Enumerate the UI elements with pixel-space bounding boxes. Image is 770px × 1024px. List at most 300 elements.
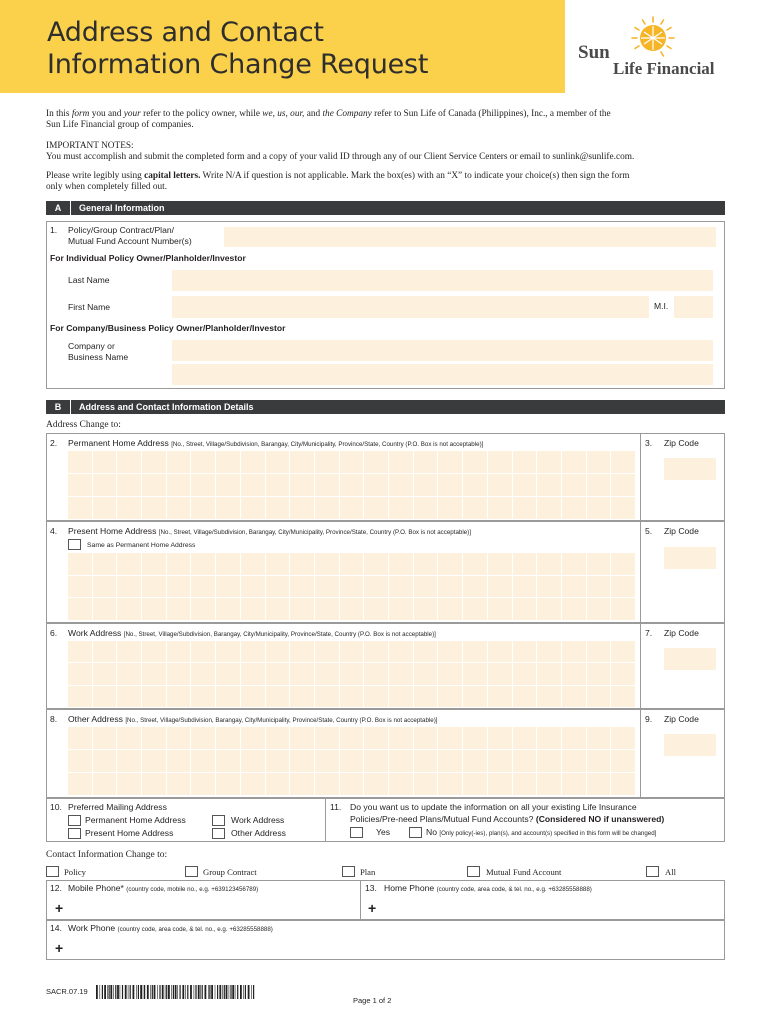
character-box[interactable]	[142, 773, 166, 795]
character-box[interactable]	[562, 451, 586, 473]
character-box[interactable]	[562, 576, 586, 598]
character-box[interactable]	[364, 641, 388, 662]
character-box[interactable]	[191, 641, 215, 662]
character-box[interactable]	[266, 686, 290, 707]
character-box[interactable]	[389, 497, 413, 519]
character-box[interactable]	[290, 553, 314, 575]
character-box[interactable]	[389, 750, 413, 772]
character-box[interactable]	[117, 497, 141, 519]
character-box[interactable]	[562, 750, 586, 772]
character-box[interactable]	[266, 773, 290, 795]
character-box[interactable]	[93, 750, 117, 772]
character-box[interactable]	[537, 497, 561, 519]
character-box[interactable]	[438, 727, 462, 749]
character-box[interactable]	[117, 598, 141, 620]
character-box[interactable]	[587, 641, 611, 662]
character-box[interactable]	[216, 663, 240, 684]
character-box[interactable]	[463, 727, 487, 749]
character-box[interactable]	[587, 663, 611, 684]
character-box[interactable]	[142, 641, 166, 662]
character-box[interactable]	[266, 474, 290, 496]
character-box[interactable]	[587, 686, 611, 707]
work-zip-field[interactable]	[664, 648, 716, 670]
character-box[interactable]	[364, 686, 388, 707]
first-name-field[interactable]	[172, 296, 649, 318]
character-box[interactable]	[167, 474, 191, 496]
character-box[interactable]	[513, 474, 537, 496]
character-box[interactable]	[513, 598, 537, 620]
character-box[interactable]	[364, 553, 388, 575]
character-box[interactable]	[241, 663, 265, 684]
character-box[interactable]	[513, 663, 537, 684]
character-box[interactable]	[315, 727, 339, 749]
character-box[interactable]	[290, 576, 314, 598]
other-address-grid[interactable]	[68, 727, 635, 795]
character-box[interactable]	[167, 497, 191, 519]
character-box[interactable]	[290, 727, 314, 749]
character-box[interactable]	[463, 641, 487, 662]
character-box[interactable]	[68, 451, 92, 473]
character-box[interactable]	[68, 474, 92, 496]
character-box[interactable]	[290, 750, 314, 772]
work-phone-field[interactable]	[70, 938, 720, 956]
character-box[interactable]	[117, 576, 141, 598]
character-box[interactable]	[537, 451, 561, 473]
character-box[interactable]	[167, 553, 191, 575]
character-box[interactable]	[216, 773, 240, 795]
character-box[interactable]	[414, 497, 438, 519]
character-box[interactable]	[142, 576, 166, 598]
character-box[interactable]	[389, 576, 413, 598]
character-box[interactable]	[216, 497, 240, 519]
character-box[interactable]	[562, 598, 586, 620]
character-box[interactable]	[315, 451, 339, 473]
character-box[interactable]	[191, 497, 215, 519]
character-box[interactable]	[611, 750, 635, 772]
character-box[interactable]	[611, 576, 635, 598]
character-box[interactable]	[93, 663, 117, 684]
character-box[interactable]	[389, 641, 413, 662]
contact-plan-checkbox[interactable]	[342, 866, 355, 877]
character-box[interactable]	[513, 686, 537, 707]
character-box[interactable]	[117, 641, 141, 662]
character-box[interactable]	[315, 663, 339, 684]
character-box[interactable]	[488, 451, 512, 473]
character-box[interactable]	[438, 553, 462, 575]
character-box[interactable]	[340, 727, 364, 749]
character-box[interactable]	[611, 663, 635, 684]
character-box[interactable]	[266, 598, 290, 620]
character-box[interactable]	[68, 553, 92, 575]
character-box[interactable]	[290, 663, 314, 684]
character-box[interactable]	[562, 727, 586, 749]
character-box[interactable]	[389, 727, 413, 749]
character-box[interactable]	[216, 641, 240, 662]
character-box[interactable]	[611, 641, 635, 662]
character-box[interactable]	[438, 474, 462, 496]
character-box[interactable]	[611, 773, 635, 795]
character-box[interactable]	[315, 576, 339, 598]
character-box[interactable]	[216, 474, 240, 496]
contact-group-contract-checkbox[interactable]	[185, 866, 198, 877]
character-box[interactable]	[611, 598, 635, 620]
character-box[interactable]	[117, 474, 141, 496]
character-box[interactable]	[611, 727, 635, 749]
character-box[interactable]	[389, 686, 413, 707]
company-name-field-2[interactable]	[172, 364, 713, 385]
character-box[interactable]	[414, 750, 438, 772]
character-box[interactable]	[167, 598, 191, 620]
character-box[interactable]	[93, 553, 117, 575]
character-box[interactable]	[414, 663, 438, 684]
character-box[interactable]	[587, 773, 611, 795]
character-box[interactable]	[438, 497, 462, 519]
character-box[interactable]	[117, 773, 141, 795]
character-box[interactable]	[290, 641, 314, 662]
character-box[interactable]	[488, 727, 512, 749]
character-box[interactable]	[537, 727, 561, 749]
character-box[interactable]	[315, 773, 339, 795]
character-box[interactable]	[142, 553, 166, 575]
character-box[interactable]	[488, 474, 512, 496]
character-box[interactable]	[167, 576, 191, 598]
character-box[interactable]	[537, 750, 561, 772]
character-box[interactable]	[389, 598, 413, 620]
character-box[interactable]	[537, 553, 561, 575]
character-box[interactable]	[266, 451, 290, 473]
character-box[interactable]	[340, 663, 364, 684]
character-box[interactable]	[513, 727, 537, 749]
mailing-present-checkbox[interactable]	[68, 828, 81, 839]
character-box[interactable]	[463, 598, 487, 620]
character-box[interactable]	[191, 553, 215, 575]
character-box[interactable]	[537, 576, 561, 598]
character-box[interactable]	[167, 727, 191, 749]
character-box[interactable]	[241, 727, 265, 749]
character-box[interactable]	[513, 576, 537, 598]
character-box[interactable]	[142, 474, 166, 496]
character-box[interactable]	[266, 576, 290, 598]
update-all-no-checkbox[interactable]	[409, 827, 422, 838]
character-box[interactable]	[216, 686, 240, 707]
character-box[interactable]	[364, 663, 388, 684]
character-box[interactable]	[167, 750, 191, 772]
character-box[interactable]	[562, 497, 586, 519]
character-box[interactable]	[167, 451, 191, 473]
middle-initial-field[interactable]	[674, 296, 713, 318]
character-box[interactable]	[191, 598, 215, 620]
character-box[interactable]	[142, 663, 166, 684]
character-box[interactable]	[438, 451, 462, 473]
character-box[interactable]	[290, 497, 314, 519]
character-box[interactable]	[513, 451, 537, 473]
contact-policy-checkbox[interactable]	[46, 866, 59, 877]
character-box[interactable]	[167, 663, 191, 684]
character-box[interactable]	[216, 451, 240, 473]
character-box[interactable]	[93, 497, 117, 519]
character-box[interactable]	[266, 553, 290, 575]
character-box[interactable]	[587, 497, 611, 519]
character-box[interactable]	[315, 641, 339, 662]
update-all-yes-checkbox[interactable]	[350, 827, 363, 838]
character-box[interactable]	[191, 773, 215, 795]
character-box[interactable]	[562, 686, 586, 707]
mailing-other-checkbox[interactable]	[212, 828, 225, 839]
character-box[interactable]	[488, 576, 512, 598]
character-box[interactable]	[340, 553, 364, 575]
character-box[interactable]	[340, 474, 364, 496]
character-box[interactable]	[266, 641, 290, 662]
character-box[interactable]	[117, 750, 141, 772]
character-box[interactable]	[414, 686, 438, 707]
character-box[interactable]	[488, 663, 512, 684]
character-box[interactable]	[488, 641, 512, 662]
character-box[interactable]	[241, 497, 265, 519]
character-box[interactable]	[68, 576, 92, 598]
character-box[interactable]	[364, 750, 388, 772]
character-box[interactable]	[537, 474, 561, 496]
character-box[interactable]	[587, 598, 611, 620]
character-box[interactable]	[463, 686, 487, 707]
character-box[interactable]	[488, 497, 512, 519]
present-address-grid[interactable]	[68, 553, 635, 620]
character-box[interactable]	[266, 727, 290, 749]
character-box[interactable]	[191, 663, 215, 684]
character-box[interactable]	[537, 598, 561, 620]
character-box[interactable]	[562, 553, 586, 575]
character-box[interactable]	[93, 576, 117, 598]
character-box[interactable]	[389, 451, 413, 473]
character-box[interactable]	[68, 750, 92, 772]
character-box[interactable]	[340, 686, 364, 707]
character-box[interactable]	[216, 727, 240, 749]
character-box[interactable]	[463, 553, 487, 575]
character-box[interactable]	[364, 598, 388, 620]
character-box[interactable]	[438, 750, 462, 772]
character-box[interactable]	[290, 686, 314, 707]
character-box[interactable]	[611, 686, 635, 707]
character-box[interactable]	[463, 451, 487, 473]
character-box[interactable]	[117, 663, 141, 684]
character-box[interactable]	[414, 773, 438, 795]
character-box[interactable]	[68, 686, 92, 707]
work-address-grid[interactable]	[68, 641, 635, 707]
character-box[interactable]	[438, 663, 462, 684]
character-box[interactable]	[537, 686, 561, 707]
character-box[interactable]	[266, 497, 290, 519]
character-box[interactable]	[216, 553, 240, 575]
mailing-work-checkbox[interactable]	[212, 815, 225, 826]
last-name-field[interactable]	[172, 270, 713, 291]
character-box[interactable]	[513, 641, 537, 662]
character-box[interactable]	[438, 773, 462, 795]
character-box[interactable]	[191, 474, 215, 496]
character-box[interactable]	[364, 497, 388, 519]
character-box[interactable]	[340, 750, 364, 772]
character-box[interactable]	[315, 474, 339, 496]
character-box[interactable]	[340, 641, 364, 662]
mobile-phone-field[interactable]	[70, 898, 354, 916]
character-box[interactable]	[537, 663, 561, 684]
character-box[interactable]	[537, 641, 561, 662]
character-box[interactable]	[463, 750, 487, 772]
character-box[interactable]	[587, 553, 611, 575]
character-box[interactable]	[167, 641, 191, 662]
character-box[interactable]	[438, 598, 462, 620]
character-box[interactable]	[142, 727, 166, 749]
character-box[interactable]	[513, 553, 537, 575]
character-box[interactable]	[241, 750, 265, 772]
character-box[interactable]	[68, 773, 92, 795]
character-box[interactable]	[587, 727, 611, 749]
character-box[interactable]	[142, 750, 166, 772]
character-box[interactable]	[216, 576, 240, 598]
permanent-address-grid[interactable]	[68, 451, 635, 519]
same-as-permanent-checkbox[interactable]	[68, 539, 81, 550]
character-box[interactable]	[537, 773, 561, 795]
mailing-permanent-checkbox[interactable]	[68, 815, 81, 826]
character-box[interactable]	[562, 474, 586, 496]
character-box[interactable]	[414, 641, 438, 662]
character-box[interactable]	[414, 451, 438, 473]
character-box[interactable]	[364, 474, 388, 496]
character-box[interactable]	[389, 553, 413, 575]
character-box[interactable]	[611, 497, 635, 519]
character-box[interactable]	[290, 598, 314, 620]
character-box[interactable]	[93, 641, 117, 662]
character-box[interactable]	[241, 686, 265, 707]
character-box[interactable]	[463, 576, 487, 598]
character-box[interactable]	[463, 497, 487, 519]
character-box[interactable]	[562, 641, 586, 662]
character-box[interactable]	[93, 686, 117, 707]
character-box[interactable]	[340, 497, 364, 519]
character-box[interactable]	[414, 598, 438, 620]
character-box[interactable]	[241, 451, 265, 473]
character-box[interactable]	[587, 576, 611, 598]
account-number-field[interactable]	[224, 227, 716, 247]
character-box[interactable]	[414, 553, 438, 575]
character-box[interactable]	[587, 750, 611, 772]
character-box[interactable]	[142, 497, 166, 519]
character-box[interactable]	[93, 773, 117, 795]
character-box[interactable]	[438, 576, 462, 598]
present-zip-field[interactable]	[664, 547, 716, 569]
company-name-field-1[interactable]	[172, 340, 713, 361]
character-box[interactable]	[216, 750, 240, 772]
character-box[interactable]	[241, 773, 265, 795]
character-box[interactable]	[611, 553, 635, 575]
character-box[interactable]	[463, 474, 487, 496]
character-box[interactable]	[315, 598, 339, 620]
contact-all-checkbox[interactable]	[646, 866, 659, 877]
character-box[interactable]	[414, 474, 438, 496]
character-box[interactable]	[266, 663, 290, 684]
character-box[interactable]	[93, 451, 117, 473]
character-box[interactable]	[266, 750, 290, 772]
character-box[interactable]	[488, 553, 512, 575]
character-box[interactable]	[290, 474, 314, 496]
contact-mutual-fund-checkbox[interactable]	[467, 866, 480, 877]
character-box[interactable]	[68, 497, 92, 519]
character-box[interactable]	[241, 553, 265, 575]
character-box[interactable]	[93, 598, 117, 620]
character-box[interactable]	[117, 727, 141, 749]
character-box[interactable]	[513, 750, 537, 772]
character-box[interactable]	[340, 451, 364, 473]
character-box[interactable]	[142, 598, 166, 620]
character-box[interactable]	[68, 727, 92, 749]
character-box[interactable]	[414, 576, 438, 598]
character-box[interactable]	[340, 576, 364, 598]
character-box[interactable]	[191, 750, 215, 772]
permanent-zip-field[interactable]	[664, 458, 716, 480]
character-box[interactable]	[191, 451, 215, 473]
character-box[interactable]	[117, 553, 141, 575]
character-box[interactable]	[68, 598, 92, 620]
character-box[interactable]	[117, 451, 141, 473]
character-box[interactable]	[611, 474, 635, 496]
character-box[interactable]	[68, 641, 92, 662]
character-box[interactable]	[216, 598, 240, 620]
character-box[interactable]	[142, 451, 166, 473]
character-box[interactable]	[315, 686, 339, 707]
character-box[interactable]	[315, 553, 339, 575]
home-phone-field[interactable]	[384, 898, 720, 916]
character-box[interactable]	[513, 497, 537, 519]
character-box[interactable]	[389, 663, 413, 684]
character-box[interactable]	[364, 773, 388, 795]
character-box[interactable]	[587, 474, 611, 496]
character-box[interactable]	[241, 598, 265, 620]
character-box[interactable]	[488, 773, 512, 795]
character-box[interactable]	[562, 773, 586, 795]
character-box[interactable]	[463, 773, 487, 795]
character-box[interactable]	[611, 451, 635, 473]
character-box[interactable]	[191, 686, 215, 707]
character-box[interactable]	[587, 451, 611, 473]
character-box[interactable]	[290, 451, 314, 473]
character-box[interactable]	[488, 598, 512, 620]
character-box[interactable]	[315, 497, 339, 519]
character-box[interactable]	[241, 576, 265, 598]
character-box[interactable]	[68, 663, 92, 684]
character-box[interactable]	[364, 451, 388, 473]
character-box[interactable]	[167, 686, 191, 707]
character-box[interactable]	[488, 686, 512, 707]
character-box[interactable]	[364, 727, 388, 749]
character-box[interactable]	[414, 727, 438, 749]
character-box[interactable]	[389, 474, 413, 496]
character-box[interactable]	[93, 474, 117, 496]
character-box[interactable]	[463, 663, 487, 684]
character-box[interactable]	[513, 773, 537, 795]
character-box[interactable]	[562, 663, 586, 684]
character-box[interactable]	[438, 641, 462, 662]
character-box[interactable]	[117, 686, 141, 707]
character-box[interactable]	[488, 750, 512, 772]
character-box[interactable]	[290, 773, 314, 795]
character-box[interactable]	[389, 773, 413, 795]
character-box[interactable]	[93, 727, 117, 749]
character-box[interactable]	[340, 773, 364, 795]
character-box[interactable]	[167, 773, 191, 795]
character-box[interactable]	[241, 474, 265, 496]
character-box[interactable]	[241, 641, 265, 662]
character-box[interactable]	[438, 686, 462, 707]
character-box[interactable]	[142, 686, 166, 707]
character-box[interactable]	[191, 727, 215, 749]
